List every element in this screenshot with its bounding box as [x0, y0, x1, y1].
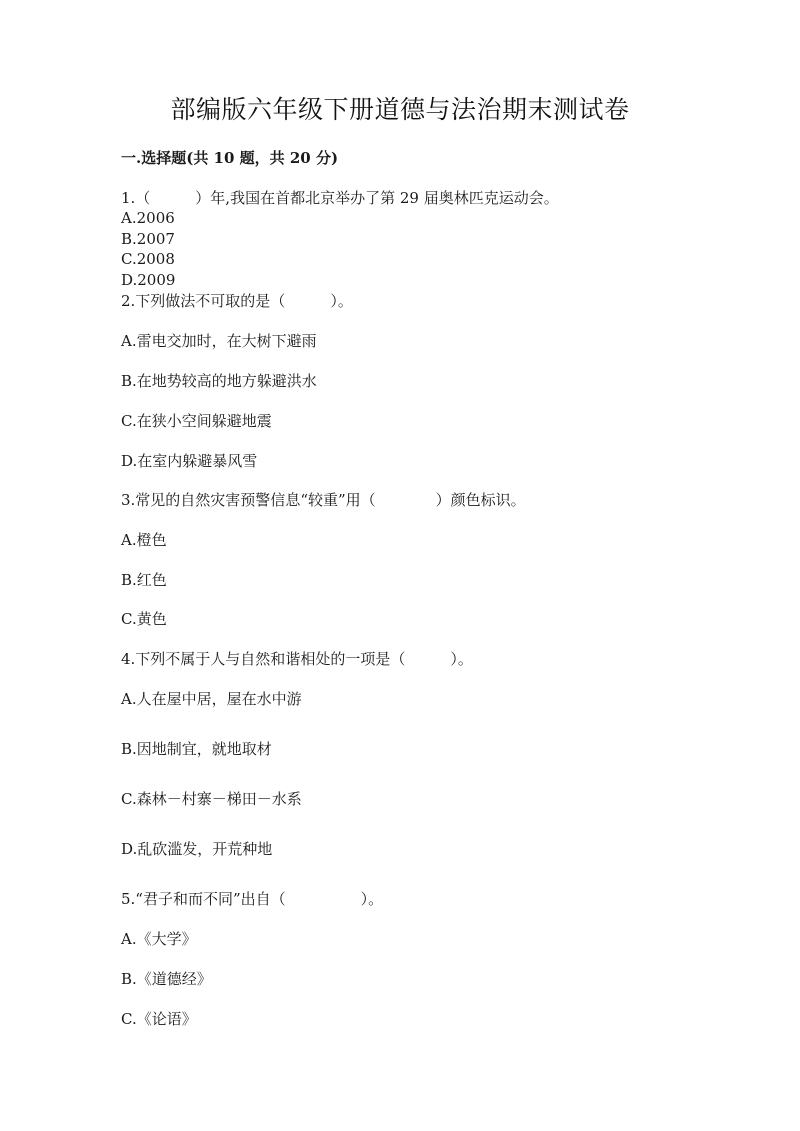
question-2-option-d: D.在室内躲避暴风雪: [121, 452, 258, 470]
question-2-option-c: C.在狭小空间躲避地震: [121, 412, 272, 430]
question-4-option-b: B.因地制宜，就地取材: [121, 740, 272, 758]
question-1-stem: 1.（ ）年,我国在首都北京举办了第 29 届奥林匹克运动会。: [121, 189, 559, 207]
question-5-option-c: C.《论语》: [121, 1010, 197, 1028]
question-4-option-c: C.森林－村寨－梯田－水系: [121, 790, 302, 808]
question-4-option-d: D.乱砍滥发，开荒种地: [121, 840, 273, 858]
section-heading: 一.选择题(共 10 题，共 20 分): [121, 149, 339, 167]
question-2-option-a: A.雷电交加时，在大树下避雨: [121, 332, 317, 350]
question-3-option-a: A.橙色: [121, 531, 167, 549]
question-2-option-b: B.在地势较高的地方躲避洪水: [121, 372, 317, 390]
question-5-option-a: A.《大学》: [121, 930, 197, 948]
question-1-option-b: B.2007: [121, 230, 175, 248]
question-2-stem: 2.下列做法不可取的是（ ）。: [121, 292, 353, 310]
question-3-option-b: B.红色: [121, 571, 167, 589]
question-1-option-a: A.2006: [121, 209, 175, 227]
question-1-option-d: D.2009: [121, 271, 176, 289]
page-title: 部编版六年级下册道德与法治期末测试卷: [170, 95, 630, 124]
question-3-stem: 3.常见的自然灾害预警信息“较重”用（ ）颜色标识。: [121, 491, 526, 509]
question-5-option-b: B.《道德经》: [121, 970, 212, 988]
question-1-option-c: C.2008: [121, 250, 175, 268]
question-4-option-a: A.人在屋中居，屋在水中游: [121, 690, 302, 708]
question-5-stem: 5.“君子和而不同”出自（ ）。: [121, 890, 384, 908]
question-4-stem: 4.下列不属于人与自然和谐相处的一项是（ ）。: [121, 650, 473, 668]
question-3-option-c: C.黄色: [121, 610, 167, 628]
